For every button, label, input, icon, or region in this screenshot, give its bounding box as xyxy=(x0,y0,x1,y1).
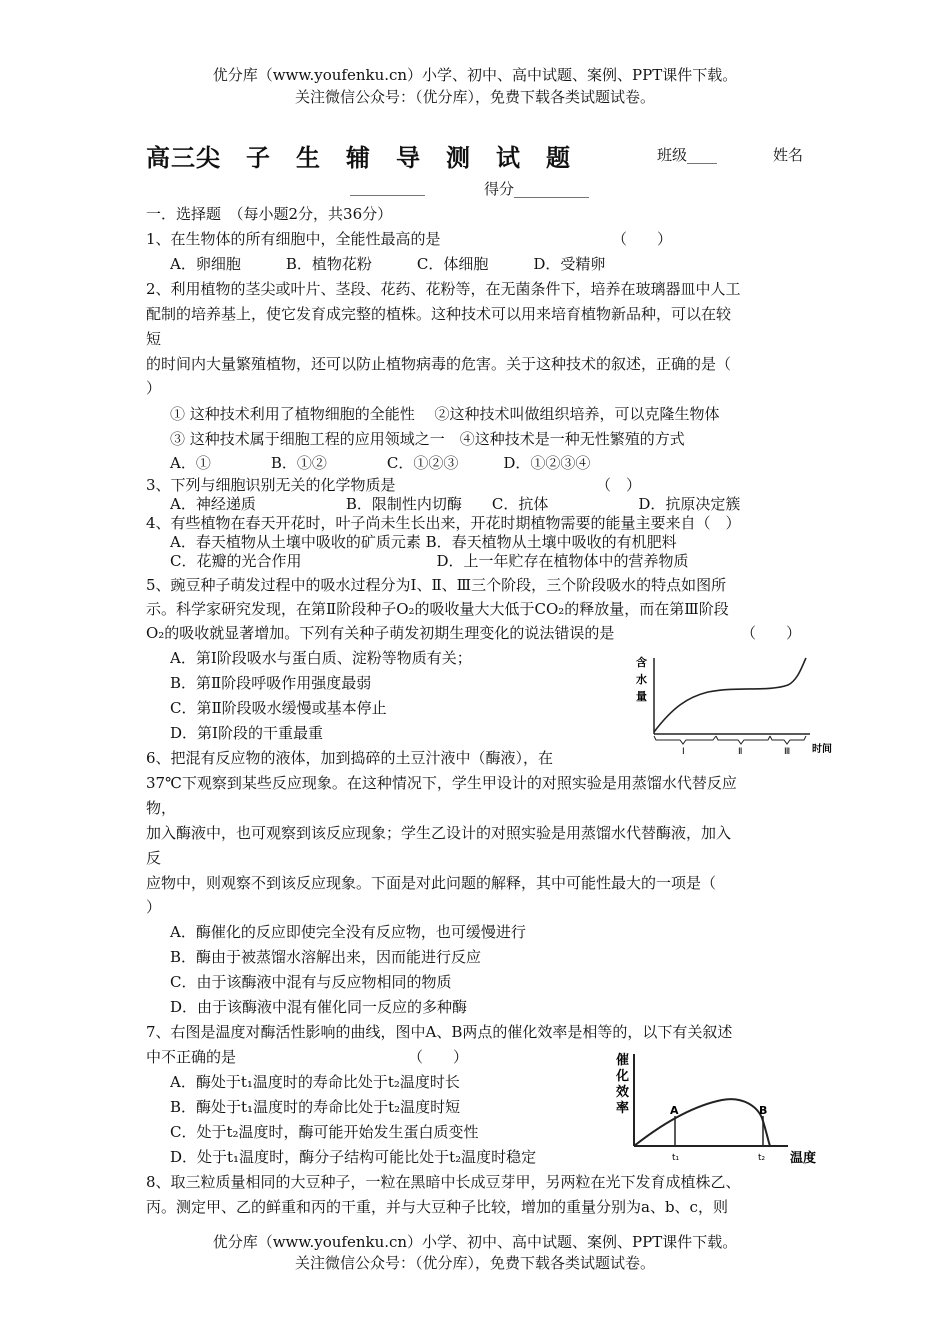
q6-line-5: 反 xyxy=(146,849,162,867)
q3-stem: 3、下列与细胞识别无关的化学物质是 xyxy=(146,476,396,494)
chart-xlabel: 温度 xyxy=(790,1151,817,1166)
stage-braces xyxy=(654,736,806,744)
q2-line-4: 的时间内大量繁殖植物，还可以防止植物病毒的危害。关于这种技术的叙述，正确的是（ xyxy=(146,355,732,373)
q7-option-c: C．处于t₂温度时，酶可能开始发生蛋白质变性 xyxy=(170,1123,479,1141)
class-label: 班级____ xyxy=(657,146,718,164)
q2-options: A．① B．①② C．①②③ D．①②③④ xyxy=(170,454,591,472)
q6-option-d: D．由于该酶液中混有催化同一反应的多种酶 xyxy=(170,998,468,1016)
stage-2-label: Ⅱ xyxy=(738,747,743,757)
chart-ylabel-1: 含 xyxy=(636,656,647,669)
q2-statement-1: ① 这种技术利用了植物细胞的全能性 ②这种技术叫做组织培养，可以克隆生物体 xyxy=(170,405,720,423)
enzyme-activity-chart xyxy=(612,1050,822,1166)
q2-line-3: 短 xyxy=(146,330,162,348)
q6-option-a: A．酶催化的反应即使完全没有反应物，也可缓慢进行 xyxy=(170,923,526,941)
q5-line-2: 示。科学家研究发现，在第Ⅱ阶段种子O₂的吸收量大大低于CO₂的释放量，而在第Ⅲ阶段 xyxy=(146,600,729,618)
q5-line-1: 5、豌豆种子萌发过程中的吸水过程分为Ⅰ、Ⅱ、Ⅲ三个阶段，三个阶段吸水的特点如图所 xyxy=(146,576,727,594)
header-line-2: 关注微信公众号：（优分库），免费下载各类试题试卷。 xyxy=(294,88,655,106)
footer-line-2: 关注微信公众号：（优分库），免费下载各类试题试卷。 xyxy=(294,1254,655,1272)
q5-option-c: C．第Ⅱ阶段吸水缓慢或基本停止 xyxy=(170,699,387,717)
stage-1-label: Ⅰ xyxy=(682,747,685,757)
q7-paren: （ ） xyxy=(408,1048,469,1066)
q5-line-3: O₂的吸收就显著增加。下列有关种子萌发初期生理变化的说法错误的是 xyxy=(146,624,615,642)
water-uptake-chart xyxy=(628,652,838,758)
water-content-curve xyxy=(654,658,806,732)
footer-line-1: 优分库（www.youfenku.cn）小学、初中、高中试题、案例、PPT课件下载。 xyxy=(212,1233,738,1251)
chart-ylabel-3: 量 xyxy=(636,690,647,703)
q7-option-b: B．酶处于t₁温度时的寿命比处于t₂温度时短 xyxy=(170,1098,461,1116)
q3-options: A．神经递质 B．限制性内切酶 C．抗体 D．抗原决定簇 xyxy=(170,495,741,513)
header-line-1: 优分库（www.youfenku.cn）小学、初中、高中试题、案例、PPT课件下载。 xyxy=(212,66,738,84)
stage-3-label: Ⅲ xyxy=(784,747,791,757)
activity-curve xyxy=(634,1099,770,1146)
chart-ylabel-1: 催 xyxy=(616,1053,630,1068)
t2-label: t₂ xyxy=(758,1153,766,1163)
chart-ylabel-4: 率 xyxy=(616,1101,630,1116)
chart-ylabel-2: 水 xyxy=(636,673,647,686)
page-title: 高三尖 子 生 辅 导 测 试 题 xyxy=(146,144,571,172)
q2-line-2: 配制的培养基上，使它发育成完整的植株。这种技术可以用来培育植物新品种，可以在较 xyxy=(146,305,732,323)
name-blank: __________ xyxy=(350,178,425,196)
q6-line-4: 加入酶液中，也可观察到该反应现象；学生乙设计的对照实验是用蒸馏水代替酶液，加入 xyxy=(146,824,732,842)
q1-options: A．卵细胞 B．植物花粉 C．体细胞 D．受精卵 xyxy=(170,255,606,273)
q2-line-1: 2、利用植物的茎尖或叶片、茎段、花药、花粉等，在无菌条件下，培养在玻璃器皿中人工 xyxy=(146,280,741,298)
chart-ylabel-2: 化 xyxy=(616,1069,630,1084)
q5-option-b: B．第Ⅱ阶段呼吸作用强度最弱 xyxy=(170,674,372,692)
q6-option-b: B．酶由于被蒸馏水溶解出来，因而能进行反应 xyxy=(170,948,482,966)
q6-line-6: 应物中，则观察不到该反应现象。下面是对此问题的解释，其中可能性最大的一项是（ xyxy=(146,874,717,892)
q4-options-1: A．春天植物从土壤中吸收的矿质元素 B．春天植物从土壤中吸收的有机肥料 xyxy=(170,533,677,551)
q7-option-d: D．处于t₁温度时，酶分子结构可能比处于t₂温度时稳定 xyxy=(170,1148,537,1166)
q5-option-a: A．第Ⅰ阶段吸水与蛋白质、淀粉等物质有关； xyxy=(170,649,472,667)
q6-line-7: ） xyxy=(146,898,162,916)
q6-line-3: 物， xyxy=(146,799,177,817)
q7-line-2: 中不正确的是 xyxy=(146,1048,237,1066)
q8-line-2: 丙。测定甲、乙的鲜重和丙的干重，并与大豆种子比较，增加的重量分别为a、b、c，则 xyxy=(146,1198,728,1216)
t1-label: t₁ xyxy=(672,1153,680,1163)
q6-option-c: C．由于该酶液中混有与反应物相同的物质 xyxy=(170,973,452,991)
q5-paren: （ ） xyxy=(741,624,802,642)
q4-options-2: C．花瓣的光合作用 D．上一年贮存在植物体中的营养物质 xyxy=(170,552,689,570)
point-a-label: A xyxy=(670,1104,679,1117)
q3-paren: （ ） xyxy=(596,476,642,494)
point-b-label: B xyxy=(759,1104,768,1117)
section-heading: 一．选择题 （每小题2分，共36分） xyxy=(146,205,393,223)
q7-option-a: A．酶处于t₁温度时的寿命比处于t₂温度时长 xyxy=(170,1073,460,1091)
q6-line-1: 6、把混有反应物的液体，加到捣碎的土豆汁液中（酶液），在 xyxy=(146,749,554,767)
chart-xlabel: 时间 xyxy=(812,744,832,755)
q1-paren: （ ） xyxy=(612,230,673,248)
q6-line-2: 37℃下观察到某些反应现象。在这种情况下，学生甲设计的对照实验是用蒸馏水代替反应 xyxy=(146,774,737,792)
q5-option-d: D．第Ⅰ阶段的干重最重 xyxy=(170,724,323,742)
q2-statement-2: ③ 这种技术属于细胞工程的应用领域之一 ④这种技术是一种无性繁殖的方式 xyxy=(170,430,685,448)
q1-stem: 1、在生物体的所有细胞中，全能性最高的是 xyxy=(146,230,441,248)
name-label: 姓名 xyxy=(773,146,804,164)
q2-line-5: ） xyxy=(146,379,162,397)
q7-line-1: 7、右图是温度对酶活性影响的曲线，图中A、B两点的催化效率是相等的，以下有关叙述 xyxy=(146,1023,733,1041)
q4-stem: 4、有些植物在春天开花时，叶子尚未生长出来，开花时期植物需要的能量主要来自（ ） xyxy=(146,514,741,532)
chart-ylabel-3: 效 xyxy=(616,1085,630,1100)
q8-line-1: 8、取三粒质量相同的大豆种子，一粒在黑暗中长成豆芽甲，另两粒在光下发育成植株乙、 xyxy=(146,1173,741,1191)
score-label: 得分__________ xyxy=(484,180,590,198)
